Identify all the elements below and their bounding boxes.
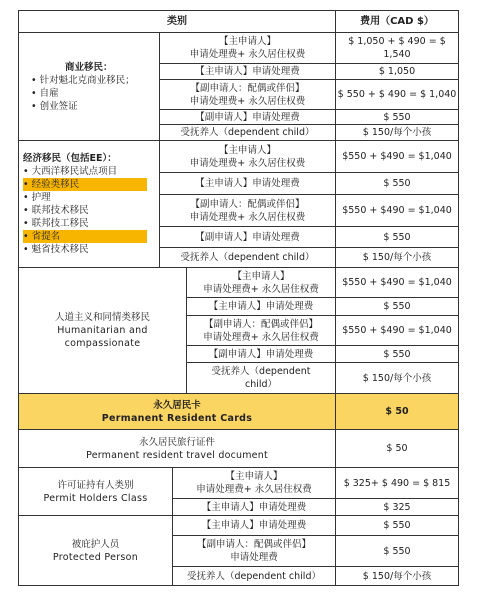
fee-business-spouse-full: $ 550 + $ 490 = $ 1,040	[336, 80, 459, 110]
row-permit-main-proc: 【主申请人】申请处理费	[173, 499, 336, 516]
row-economic-main-full: 【主申请人】 申请处理费+ 永久居住权费	[160, 141, 336, 173]
fee-protected-spouse-proc: $ 550	[336, 536, 459, 567]
fee-humanitarian-main-full: $550 + $490 = $1,040	[336, 268, 459, 298]
pr-card-fee: $ 50	[336, 394, 459, 430]
economic-item: • 联邦技工移民	[23, 218, 89, 229]
fee-business-child: $ 150/每个小孩	[336, 125, 459, 141]
fee-permit-main-full: $ 325+ $ 490 = $ 815	[336, 468, 459, 499]
fee-humanitarian-spouse-full: $550 + $490 = $1,040	[336, 316, 459, 346]
row-business-child: 受抚养人（dependent child）	[160, 125, 336, 141]
fee-protected-child: $ 150/每个小孩	[336, 567, 459, 586]
fee-business-main-full: $ 1,050 + $ 490 = $ 1,540	[336, 33, 459, 64]
row-economic-main-proc: 【主申请人】申请处理费	[160, 173, 336, 195]
row-business-spouse-full: 【副申请人：配偶或伴侣】 申请处理费+ 永久居住权费	[160, 80, 336, 110]
economic-item-highlight: • 省提名	[23, 230, 147, 243]
header-fee: 费用（CAD $）	[336, 11, 459, 33]
fee-humanitarian-child: $ 150/每个小孩	[336, 363, 459, 394]
row-protected-main-proc: 【主申请人】申请处理费	[173, 516, 336, 536]
business-title: 商业移民：	[65, 61, 113, 73]
business-category	[19, 33, 160, 141]
row-humanitarian-main-proc: 【主申请人】申请处理费	[187, 298, 336, 316]
fee-economic-main-proc: $ 550	[336, 173, 459, 195]
economic-item: • 魁省技术移民	[23, 244, 89, 255]
row-economic-spouse-proc: 【副申请人】申请处理费	[160, 227, 336, 248]
fee-business-spouse-proc: $ 550	[336, 110, 459, 125]
row-business-main-proc: 【主申请人】申请处理费	[160, 64, 336, 80]
fee-protected-main-proc: $ 550	[336, 516, 459, 536]
row-economic-spouse-full: 【副申请人：配偶或伴侣】 申请处理费+ 永久居住权费	[160, 195, 336, 227]
row-humanitarian-spouse-full: 【副申请人：配偶或伴侣】 申请处理费+ 永久居住权费	[187, 316, 336, 346]
row-humanitarian-child: 受抚养人（dependent child）	[187, 363, 336, 394]
fee-economic-main-full: $550 + $490 = $1,040	[336, 141, 459, 173]
fee-business-main-proc: $ 1,050	[336, 64, 459, 80]
economic-item: • 联邦技术移民	[23, 205, 89, 216]
protected-category: 被庇护人员 Protected Person	[19, 516, 173, 586]
pr-card-category: 永久居民卡 Permanent Resident Cards	[19, 394, 336, 430]
row-business-spouse-proc: 【副申请人】申请处理费	[160, 110, 336, 125]
row-permit-main-full: 【主申请人】 申请处理费+ 永久居住权费	[173, 468, 336, 499]
business-item: • 创业签证	[31, 100, 78, 112]
economic-item-highlight: • 经验类移民	[23, 178, 147, 191]
business-item: • 针对魁北克商业移民；	[31, 74, 135, 86]
economic-title: 经济移民（包括EE）：	[23, 153, 117, 164]
row-protected-child: 受抚养人（dependent child）	[173, 567, 336, 586]
fee-economic-spouse-proc: $ 550	[336, 227, 459, 248]
header-category: 类别	[19, 11, 336, 33]
economic-item: • 护理	[23, 192, 51, 203]
business-item: • 自雇	[31, 87, 59, 99]
travel-doc-fee: $ 50	[336, 430, 459, 468]
fee-permit-main-proc: $ 325	[336, 499, 459, 516]
row-economic-child: 受抚养人（dependent child）	[160, 248, 336, 268]
travel-doc-category: 永久居民旅行证件 Permanent resident travel document	[19, 430, 336, 468]
fee-economic-spouse-full: $550 + $490 = $1,040	[336, 195, 459, 227]
economic-item: • 大西洋移民试点项目	[23, 166, 118, 177]
row-business-main-full: 【主申请人】 申请处理费+ 永久居住权费	[160, 33, 336, 64]
fee-humanitarian-spouse-proc: $ 550	[336, 346, 459, 363]
row-humanitarian-spouse-proc: 【副申请人】申请处理费	[187, 346, 336, 363]
fee-economic-child: $ 150/每个小孩	[336, 248, 459, 268]
row-humanitarian-main-full: 【主申请人】 申请处理费+ 永久居住权费	[187, 268, 336, 298]
humanitarian-category: 人道主义和同情类移民 Humanitarian and compassionate	[19, 268, 187, 394]
permit-category: 许可证持有人类别 Permit Holders Class	[19, 468, 173, 516]
row-protected-spouse-proc: 【副申请人：配偶或伴侣】 申请处理费	[173, 536, 336, 567]
economic-category	[19, 141, 160, 268]
fee-humanitarian-main-proc: $ 550	[336, 298, 459, 316]
